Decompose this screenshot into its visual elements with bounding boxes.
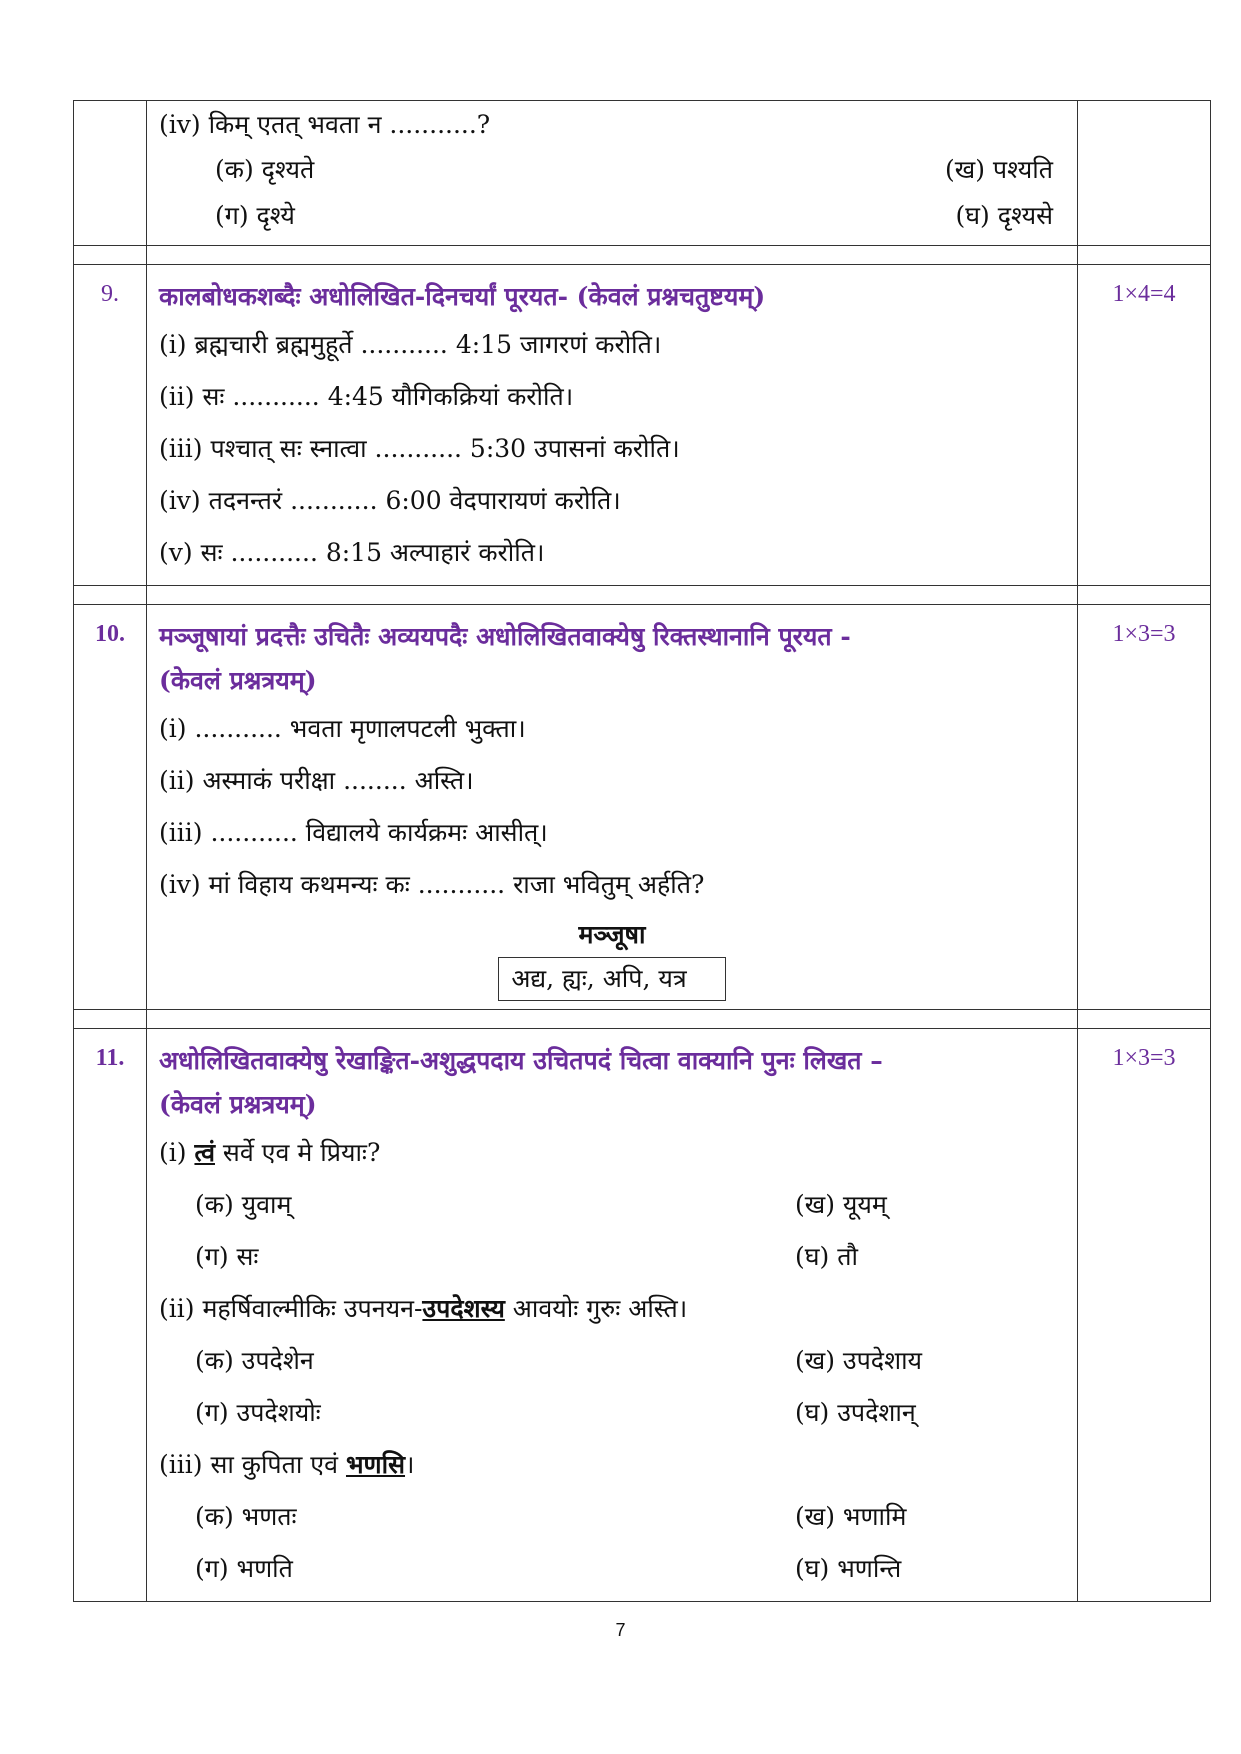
spacer-row bbox=[74, 1010, 1211, 1029]
question-heading: कालबोधकशब्दैः अधोलिखित-दिनचर्यां पूरयत- (केवलं प्रश्नचतुष्टयम्) bbox=[159, 282, 766, 311]
question-11-row bbox=[74, 1029, 1211, 1602]
option-a: (क) दृश्यते bbox=[215, 155, 315, 184]
options-row bbox=[159, 147, 1065, 193]
option-d: (घ) उपदेशान् bbox=[795, 1398, 916, 1427]
option-c: (ग) भणति bbox=[195, 1554, 293, 1583]
question-heading: मञ्जूषायां प्रदत्तैः उचितैः अव्ययपदैः अधोलिखितवाक्येषु रिक्तस्थानानि पूरयत - bbox=[159, 622, 851, 651]
options-row bbox=[159, 1179, 1065, 1231]
option-b: (ख) भणामि bbox=[795, 1502, 907, 1531]
question-table bbox=[73, 100, 1211, 1602]
option-a: (क) भणतः bbox=[195, 1502, 297, 1531]
underlined-word: उपदेशस्य bbox=[422, 1294, 505, 1323]
option-c: (ग) उपदेशयोः bbox=[195, 1398, 321, 1427]
page-number: 7 bbox=[615, 1620, 626, 1640]
question-item: (ii) अस्माकं परीक्षा ........ अस्ति। bbox=[159, 766, 474, 795]
option-c: (ग) सः bbox=[195, 1242, 259, 1271]
question-item: (iii) पश्चात् सः स्नात्वा ........... 5:30 उपासनां करोति। bbox=[159, 434, 680, 463]
question-10-row bbox=[74, 605, 1211, 1010]
option-d: (घ) तौ bbox=[795, 1242, 858, 1271]
option-b: (ख) उपदेशाय bbox=[795, 1346, 923, 1375]
options-row bbox=[159, 1335, 1065, 1387]
marks-value: 1×3=3 bbox=[1078, 605, 1211, 1010]
question-body-cell bbox=[147, 101, 1078, 246]
option-a: (क) युवाम् bbox=[195, 1190, 292, 1219]
question-body-cell bbox=[147, 1029, 1078, 1602]
question-number: 11. bbox=[74, 1029, 147, 1602]
options-row bbox=[159, 193, 1065, 239]
question-item: (v) सः ........... 8:15 अल्पाहारं करोति। bbox=[159, 538, 545, 567]
word-box: अद्य, ह्यः, अपि, यत्र bbox=[498, 957, 725, 1001]
question-item: (iii) ........... विद्यालये कार्यक्रमः आसीत्। bbox=[159, 818, 548, 847]
question-body-cell bbox=[147, 265, 1078, 586]
options-row bbox=[159, 1543, 1065, 1595]
question-item: (i) ........... भवता मृणालपटली भुक्ता। bbox=[159, 714, 526, 743]
options-row bbox=[159, 1231, 1065, 1283]
spacer-row bbox=[74, 246, 1211, 265]
marks-cell bbox=[1078, 101, 1211, 246]
question-item: (i) ब्रह्मचारी ब्रह्ममुहूर्ते ........... 4:15 जागरणं करोति। bbox=[159, 330, 662, 359]
question-number: 9. bbox=[74, 265, 147, 586]
question-item: (iv) तदनन्तरं ........... 6:00 वेदपारायणं करोति। bbox=[159, 486, 621, 515]
sub-question-suffix: । bbox=[405, 1450, 415, 1479]
word-box-title: मञ्जूषा bbox=[578, 920, 646, 949]
sub-question bbox=[159, 1283, 1065, 1335]
question-9-row bbox=[74, 265, 1211, 586]
option-a: (क) उपदेशेन bbox=[195, 1346, 314, 1375]
option-b: (ख) यूयम् bbox=[795, 1190, 887, 1219]
option-d: (घ) भणन्ति bbox=[795, 1554, 902, 1583]
underlined-word: त्वं bbox=[194, 1138, 215, 1167]
question-heading-continued: (केवलं प्रश्नत्रयम्) bbox=[159, 1090, 317, 1119]
sub-question-suffix: आवयोः गुरुः अस्ति। bbox=[504, 1294, 688, 1323]
question-8-tail-row bbox=[74, 101, 1211, 246]
options-row bbox=[159, 1491, 1065, 1543]
sub-question bbox=[159, 1439, 1065, 1491]
option-d: (घ) दृश्यसे bbox=[955, 201, 1053, 230]
question-body-cell bbox=[147, 605, 1078, 1010]
marks-value: 1×4=4 bbox=[1078, 265, 1211, 586]
options-row bbox=[159, 1387, 1065, 1439]
question-item: (iv) किम् एतत् भवता न ...........? bbox=[159, 110, 491, 139]
option-c: (ग) दृश्ये bbox=[215, 201, 295, 230]
question-heading: अधोलिखितवाक्येषु रेखाङ्कित-अशुद्धपदाय उचितपदं चित्वा वाक्यानि पुनः लिखत – bbox=[159, 1046, 883, 1075]
spacer-row bbox=[74, 586, 1211, 605]
question-heading-continued: (केवलं प्रश्नत्रयम्) bbox=[159, 666, 317, 695]
marks-value: 1×3=3 bbox=[1078, 1029, 1211, 1602]
sub-question-prefix: (i) bbox=[159, 1138, 195, 1167]
word-box-wrap bbox=[159, 957, 1065, 1001]
sub-question-prefix: (ii) महर्षिवाल्मीकिः उपनयन- bbox=[159, 1294, 423, 1323]
question-item: (iv) मां विहाय कथमन्यः कः ........... राजा भवितुम् अर्हति? bbox=[159, 870, 705, 899]
question-number-cell bbox=[74, 101, 147, 246]
sub-question-suffix: सर्वे एव मे प्रियाः? bbox=[214, 1138, 381, 1167]
sub-question-prefix: (iii) सा कुपिता एवं bbox=[159, 1450, 346, 1479]
sub-question bbox=[159, 1127, 1065, 1179]
question-number: 10. bbox=[74, 605, 147, 1010]
question-item: (ii) सः ........... 4:45 यौगिकक्रियां करोति। bbox=[159, 382, 574, 411]
underlined-word: भणसि bbox=[345, 1450, 406, 1479]
option-b: (ख) पश्यति bbox=[945, 155, 1053, 184]
